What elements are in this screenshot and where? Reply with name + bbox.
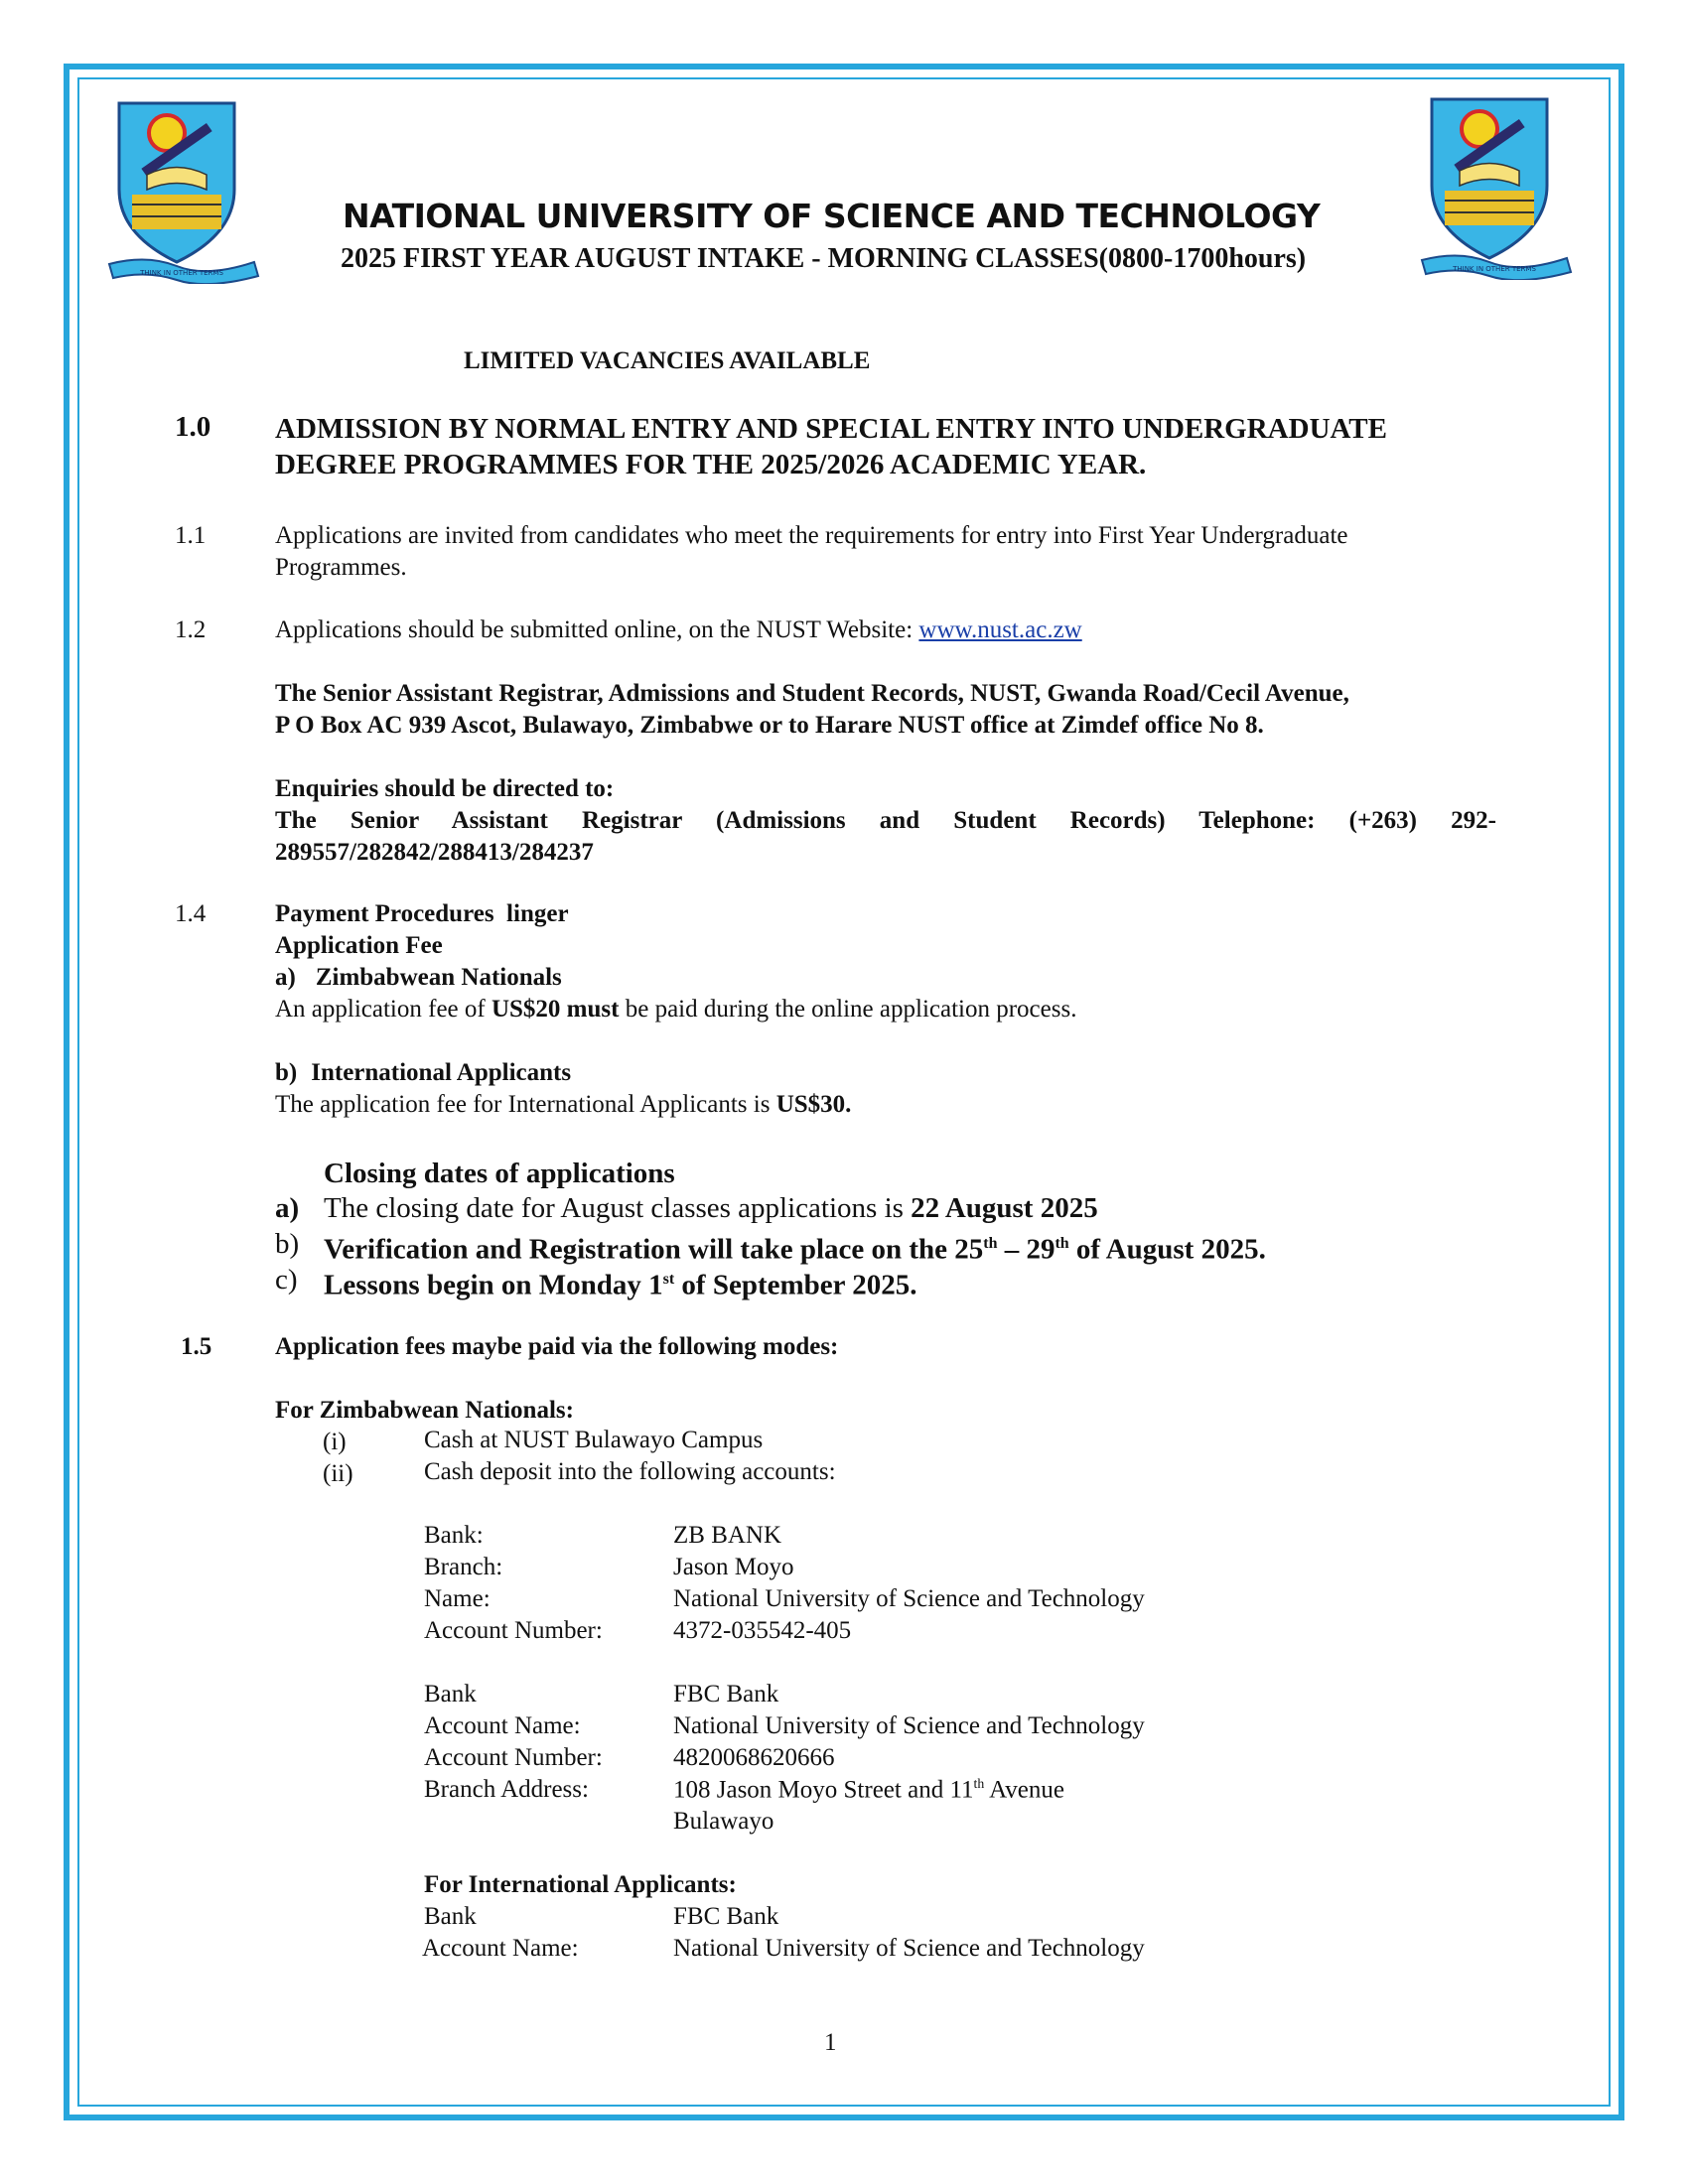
zim-label: a) <box>275 964 296 991</box>
fbc-address-sup: th <box>973 1776 985 1791</box>
crest-motto-right: THINK IN OTHER TERMS <box>1453 265 1536 273</box>
closing-c-sup: st <box>662 1271 675 1288</box>
zim-fee-amount: US$20 must <box>491 996 620 1023</box>
fbc-account-label: Account Number: <box>424 1744 603 1771</box>
page-subtitle: 2025 FIRST YEAR AUGUST INTAKE - MORNING CLASSES(0800-1700hours) <box>341 243 1307 274</box>
fbc-bank-label: Bank <box>424 1681 477 1707</box>
section-1-2-text <box>275 614 1082 646</box>
closing-b-text-mid: – 29 <box>997 1233 1055 1266</box>
fbc-address-label: Branch Address: <box>424 1776 589 1803</box>
section-1-4-number: 1.4 <box>175 900 207 927</box>
section-1-2-number: 1.2 <box>175 616 207 643</box>
payment-procedures-heading: Payment Procedures linger <box>275 900 569 927</box>
fbc-address-post: Avenue <box>984 1776 1064 1804</box>
zb-branch-label: Branch: <box>424 1554 503 1580</box>
zim-fee-text-pre: An application fee of <box>275 996 492 1023</box>
zb-account-label: Account Number: <box>424 1617 603 1644</box>
closing-b-sup1: th <box>983 1235 998 1252</box>
zb-name-value: National University of Science and Technology <box>673 1585 1145 1612</box>
crest-motto-left: THINK IN OTHER TERMS <box>140 269 223 277</box>
closing-b-sup2: th <box>1055 1235 1069 1252</box>
fbc-name-label: Account Name: <box>424 1712 581 1739</box>
enquiries-line1: The Senior Assistant Registrar (Admissions and Student Records) Telephone: (+263) 292- <box>275 807 1496 834</box>
application-fee-heading: Application Fee <box>275 932 443 959</box>
section-1-0-heading-line2: DEGREE PROGRAMMES FOR THE 2025/2026 ACADEMIC YEAR. <box>275 449 1147 480</box>
closing-a-text: The closing date for August classes applications is <box>324 1192 912 1224</box>
section-1-2-intro: Applications should be submitted online, on the NUST Website: <box>275 616 919 643</box>
nust-website-link[interactable]: www.nust.ac.zw <box>918 616 1082 643</box>
registrar-address-line1: The Senior Assistant Registrar, Admissions and Student Records, NUST, Gwanda Road/Cecil Avenue, <box>275 680 1349 707</box>
closing-a-label: a) <box>275 1192 300 1224</box>
fbc-name-value: National University of Science and Technology <box>673 1712 1145 1739</box>
intl-heading: International Applicants <box>311 1059 572 1086</box>
registrar-address-line2: P O Box AC 939 Ascot, Bulawayo, Zimbabwe or to Harare NUST office at Zimdef office No 8. <box>275 712 1264 739</box>
payment-item-2-text: Cash deposit into the following accounts: <box>424 1458 836 1485</box>
section-1-0-heading <box>275 411 1387 482</box>
intl-bank-label: Bank <box>424 1903 477 1930</box>
closing-b-text-pre: Verification and Registration will take place on the 25 <box>324 1233 984 1266</box>
section-1-1-line1: Applications are invited from candidates who meet the requirements for entry into First Year Undergraduate <box>275 522 1348 549</box>
closing-c-label: c) <box>275 1264 298 1296</box>
section-1-1-number: 1.1 <box>175 522 207 549</box>
intl-name-value: National University of Science and Technology <box>673 1935 1145 1962</box>
intl-label: b) <box>275 1059 298 1086</box>
university-crest-left <box>107 95 266 284</box>
intl-applicants-heading: For International Applicants: <box>424 1871 737 1898</box>
fbc-address-value <box>673 1776 1064 1804</box>
intl-fee-amount: US$30. <box>775 1091 852 1118</box>
zb-name-label: Name: <box>424 1585 491 1612</box>
enquiries-heading: Enquiries should be directed to: <box>275 775 615 802</box>
closing-b-text-post: of August 2025. <box>1068 1233 1266 1266</box>
enquiries-block <box>275 773 1496 869</box>
zb-account-value: 4372-035542-405 <box>673 1617 852 1644</box>
payment-item-1-text: Cash at NUST Bulawayo Campus <box>424 1427 764 1453</box>
section-1-4-block <box>275 898 1496 1121</box>
intl-fee-text-pre: The application fee for International Applicants is <box>275 1091 776 1118</box>
closing-c-text-post: of September 2025. <box>674 1269 917 1301</box>
zb-bank-label: Bank: <box>424 1522 484 1549</box>
zb-bank-value: ZB BANK <box>673 1522 782 1549</box>
zim-fee-text-post: be paid during the online application process. <box>619 996 1077 1023</box>
registrar-address <box>275 678 1496 742</box>
section-1-1-line2: Programmes. <box>275 554 407 581</box>
intl-name-label: Account Name: <box>422 1935 579 1962</box>
payment-item-2-label: (ii) <box>323 1460 353 1487</box>
fbc-account-value: 4820068620666 <box>673 1744 835 1771</box>
section-1-5-number: 1.5 <box>181 1333 212 1360</box>
section-1-5-heading: Application fees maybe paid via the following modes: <box>275 1333 839 1360</box>
zim-heading: Zimbabwean Nationals <box>315 964 562 991</box>
section-1-0-number: 1.0 <box>175 411 211 443</box>
closing-date-value: 22 August 2025 <box>911 1192 1098 1224</box>
section-1-1-text <box>275 520 1347 584</box>
page-title: NATIONAL UNIVERSITY OF SCIENCE AND TECHNOLOGY <box>343 197 1321 235</box>
zim-nationals-heading: For Zimbabwean Nationals: <box>275 1397 574 1424</box>
closing-b-label: b) <box>275 1228 300 1260</box>
vacancies-notice: LIMITED VACANCIES AVAILABLE <box>464 347 871 374</box>
section-1-0-heading-line1: ADMISSION BY NORMAL ENTRY AND SPECIAL ENTRY INTO UNDERGRADUATE <box>275 413 1387 445</box>
closing-dates-heading: Closing dates of applications <box>324 1158 675 1189</box>
page-number: 1 <box>824 2029 837 2056</box>
fbc-address-line2: Bulawayo <box>673 1808 774 1835</box>
closing-c-text-pre: Lessons begin on Monday 1 <box>324 1269 663 1301</box>
intl-bank-value: FBC Bank <box>673 1903 779 1930</box>
payment-item-1-label: (i) <box>323 1429 347 1455</box>
enquiries-line2: 289557/282842/288413/284237 <box>275 839 594 866</box>
fbc-address-pre: 108 Jason Moyo Street and 11 <box>673 1776 974 1804</box>
fbc-bank-value: FBC Bank <box>673 1681 779 1707</box>
zb-branch-value: Jason Moyo <box>673 1554 794 1580</box>
